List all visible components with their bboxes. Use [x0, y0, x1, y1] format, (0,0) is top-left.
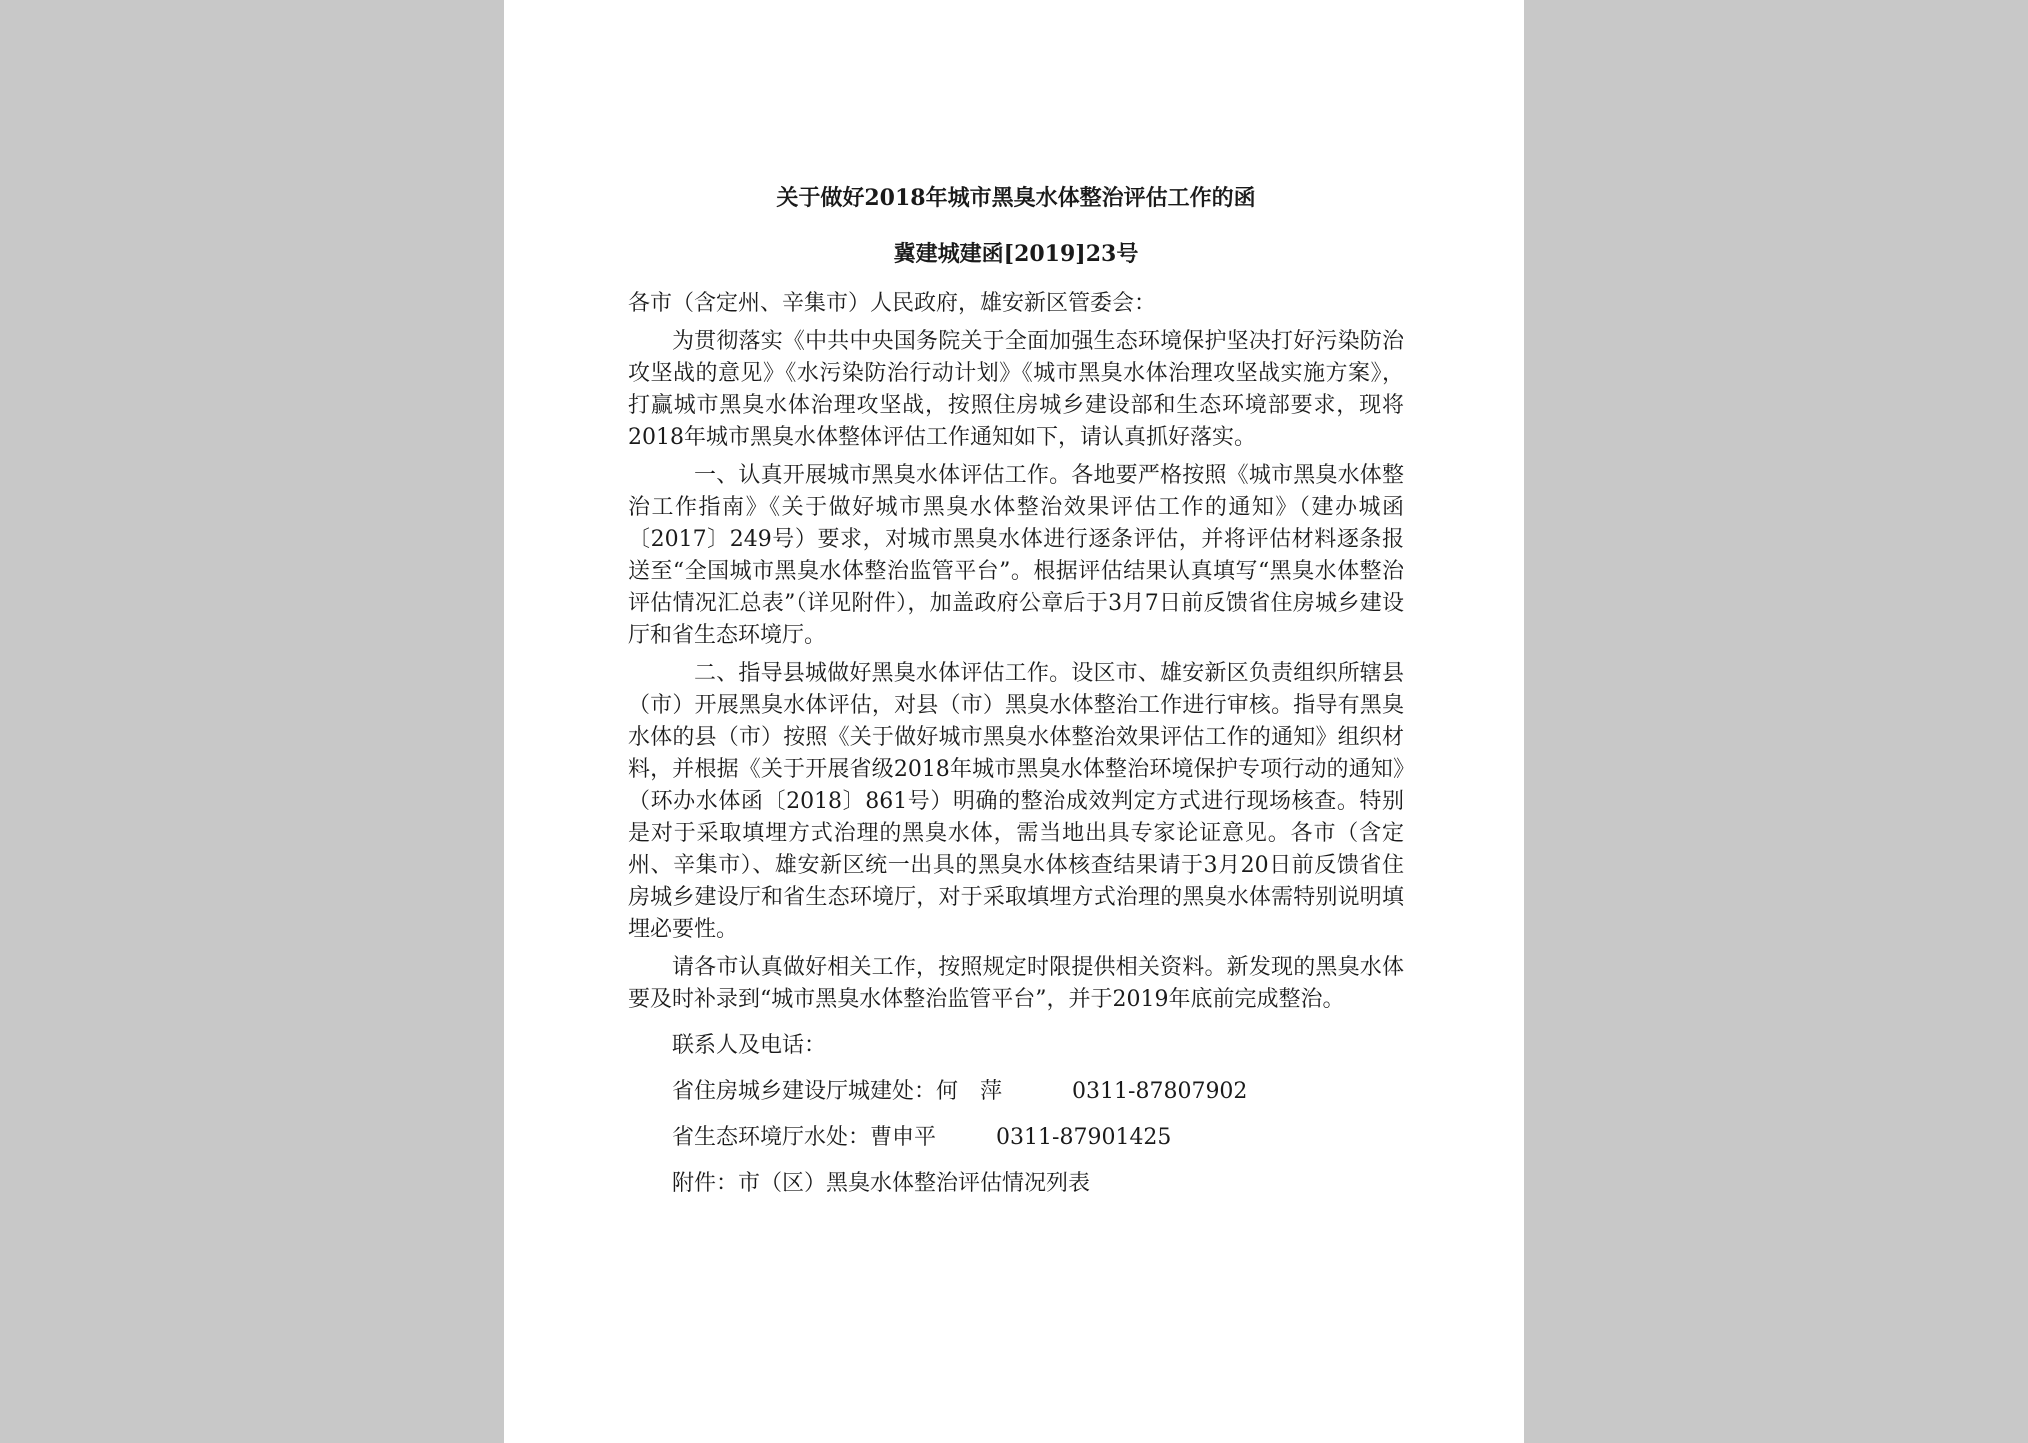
document-title: 关于做好2018年城市黑臭水体整治评估工作的函: [776, 185, 1256, 211]
document-page: [504, 0, 1524, 1443]
contact-name: 曹申平: [870, 1125, 937, 1150]
contact-row: [628, 1122, 1404, 1154]
contact-row: [628, 1076, 1404, 1108]
contact-phone: 0311-87807902: [1072, 1079, 1248, 1104]
paragraph-item-two: 二、指导县城做好黑臭水体评估工作。设区市、雄安新区负责组织所辖县（市）开展黑臭水体评估，对县（市）黑臭水体整治工作进行审核。指导有黑臭水体的县（市）按照《关于做好城市黑臭水体整治效果评估工作的通知》组织材料，并根据《关于开展省级2018年城市黑臭水体整治环境保护专项行动的通知》（环办水体函〔2018〕861号）明确的整治成效判定方式进行现场核查。特别是对于采取填埋方式治理的黑臭水体，需当地出具专家论证意见。各市（含定州、辛集市）、雄安新区统一出具的黑臭水体核查结果请于3月20日前反馈省住房城乡建设厅和省生态环境厅，对于采取填埋方式治理的黑臭水体需特别说明填埋必要性。: [628, 661, 1404, 942]
contact-name: 何 萍: [936, 1079, 1003, 1104]
paragraph-closing: 请各市认真做好相关工作，按照规定时限提供相关资料。新发现的黑臭水体要及时补录到“城市黑臭水体整治监管平台”，并于2019年底前完成整治。: [628, 955, 1404, 1012]
contact-unit: 省生态环境厅水处：: [672, 1125, 871, 1150]
attachment-line: 附件：市（区）黑臭水体整治评估情况列表: [672, 1171, 1091, 1196]
contacts-label: 联系人及电话：: [672, 1033, 827, 1058]
paragraph-intro: 为贯彻落实《中共中央国务院关于全面加强生态环境保护坚决打好污染防治攻坚战的意见》《水污染防治行动计划》《城市黑臭水体治理攻坚战实施方案》，打赢城市黑臭水体治理攻坚战，按照住房城乡建设部和生态环境部要求，现将2018年城市黑臭水体整体评估工作通知如下，请认真抓好落实。: [628, 329, 1404, 450]
document-content: [628, 182, 1404, 1214]
salutation: 各市（含定州、辛集市）人民政府，雄安新区管委会：: [628, 291, 1157, 316]
contact-unit: 省住房城乡建设厅城建处：: [672, 1079, 937, 1104]
contact-phone: 0311-87901425: [996, 1125, 1172, 1150]
paragraph-item-one: 一、认真开展城市黑臭水体评估工作。各地要严格按照《城市黑臭水体整治工作指南》《关于做好城市黑臭水体整治效果评估工作的通知》（建办城函〔2017〕249号）要求，对城市黑臭水体进行逐条评估，并将评估材料逐条报送至“全国城市黑臭水体整治监管平台”。根据评估结果认真填写“黑臭水体整治评估情况汇总表”（详见附件），加盖政府公章后于3月7日前反馈省住房城乡建设厅和省生态环境厅。: [628, 463, 1404, 648]
document-number: 冀建城建函[2019]23号: [893, 241, 1139, 267]
